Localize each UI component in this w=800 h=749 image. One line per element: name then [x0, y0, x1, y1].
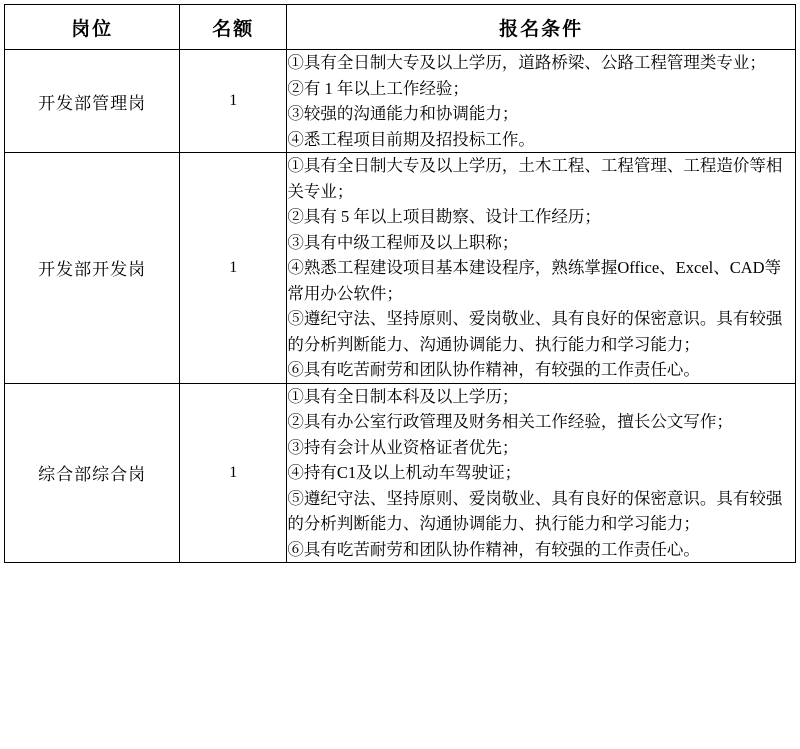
- table-header: [5, 5, 796, 50]
- table-row: [5, 383, 796, 563]
- condition-line: ③较强的沟通能力和协调能力；: [287, 104, 519, 123]
- condition-line: ⑥具有吃苦耐劳和团队协作精神，有较强的工作责任心。: [287, 539, 700, 559]
- condition-line: ④悉工程项目前期及招投标工作。: [287, 129, 535, 149]
- condition-line: ②具有 5 年以上项目勘察、设计工作经历；: [287, 207, 601, 226]
- condition-line: ②具有办公室行政管理及财务相关工作经验，擅长公文写作；: [287, 412, 733, 431]
- cell-post: 综合部综合岗: [5, 383, 180, 563]
- condition-line: ④熟悉工程建设项目基本建设程序，熟练掌握Office、Excel、CAD等常用办公软件；: [287, 258, 782, 303]
- cell-quota: 1: [180, 153, 287, 384]
- condition-line: ②有 1 年以上工作经验；: [287, 78, 469, 98]
- condition-line: ③持有会计从业资格证者优先；: [287, 437, 519, 457]
- cell-conditions: [287, 153, 796, 384]
- table-row: [5, 153, 796, 384]
- cell-post: 开发部管理岗: [5, 50, 180, 153]
- column-header-quota: 名额: [180, 5, 287, 50]
- table-row: [5, 50, 796, 153]
- condition-line: ⑤遵纪守法、坚持原则、爱岗敬业、具有良好的保密意识。具有较强的分析判断能力、沟通协调能力、执行能力和学习能力；: [287, 488, 783, 533]
- condition-line: ①具有全日制大专及以上学历，土木工程、工程管理、工程造价等相关专业；: [287, 156, 783, 201]
- condition-line: ①具有全日制大专及以上学历，道路桥梁、公路工程管理类专业；: [287, 53, 766, 72]
- column-header-conditions: 报名条件: [287, 5, 796, 50]
- recruitment-table: [4, 4, 796, 563]
- column-header-post: 岗位: [5, 5, 180, 50]
- condition-line: ④持有C1及以上机动车驾驶证；: [287, 463, 522, 482]
- condition-line: ⑤遵纪守法、坚持原则、爱岗敬业、具有良好的保密意识。具有较强的分析判断能力、沟通协调能力、执行能力和学习能力；: [287, 309, 783, 354]
- condition-line: ①具有全日制本科及以上学历；: [287, 386, 519, 406]
- cell-quota: 1: [180, 50, 287, 153]
- table-body: [5, 50, 796, 563]
- table-header-row: [5, 5, 796, 50]
- cell-conditions: [287, 50, 796, 153]
- cell-quota: 1: [180, 383, 287, 563]
- condition-line: ⑥具有吃苦耐劳和团队协作精神，有较强的工作责任心。: [287, 360, 700, 379]
- cell-post: 开发部开发岗: [5, 153, 180, 384]
- cell-conditions: [287, 383, 796, 563]
- condition-line: ③具有中级工程师及以上职称；: [287, 232, 519, 252]
